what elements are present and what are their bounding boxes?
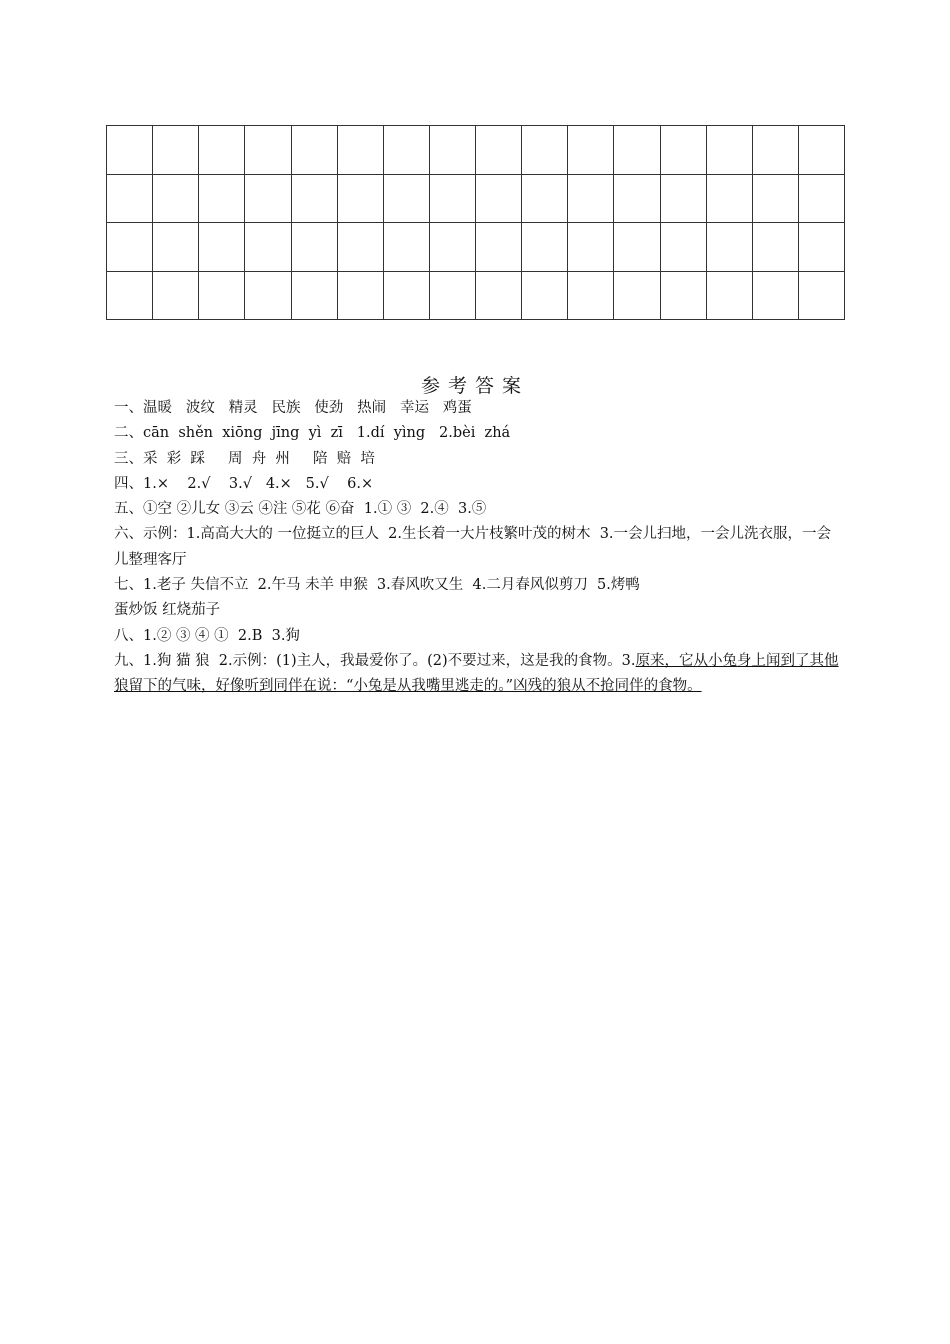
- grid-cell: [107, 126, 153, 175]
- grid-cell: [614, 271, 660, 320]
- grid-cell: [752, 271, 798, 320]
- grid-cell: [291, 223, 337, 272]
- grid-row: [107, 126, 845, 175]
- grid-cell: [476, 126, 522, 175]
- grid-cell: [798, 174, 844, 223]
- grid-cell: [245, 126, 291, 175]
- grid-cell: [476, 223, 522, 272]
- grid-cell: [199, 223, 245, 272]
- grid-cell: [660, 126, 706, 175]
- grid-cell: [476, 271, 522, 320]
- grid-cell: [660, 223, 706, 272]
- grid-cell: [153, 126, 199, 175]
- grid-cell: [245, 174, 291, 223]
- grid-cell: [429, 126, 475, 175]
- grid-cell: [568, 223, 614, 272]
- grid-cell: [429, 271, 475, 320]
- grid-cell: [337, 271, 383, 320]
- grid-cell: [568, 271, 614, 320]
- grid-cell: [752, 223, 798, 272]
- grid-cell: [568, 174, 614, 223]
- grid-cell: [245, 223, 291, 272]
- grid-cell: [522, 271, 568, 320]
- grid-cell: [199, 174, 245, 223]
- grid-cell: [337, 174, 383, 223]
- grid-cell: [107, 223, 153, 272]
- grid-cell: [337, 223, 383, 272]
- answer-list: [114, 396, 840, 700]
- grid-cell: [476, 174, 522, 223]
- grid-cell: [291, 271, 337, 320]
- answer-3: 三、采 彩 踩 周 舟 州 陪 赔 培: [114, 450, 375, 467]
- grid-cell: [568, 126, 614, 175]
- answer-4: 四、1.× 2.√ 3.√ 4.× 5.√ 6.×: [114, 475, 374, 492]
- writing-grid: [106, 125, 845, 320]
- grid-cell: [706, 223, 752, 272]
- answer-9-underlined-text: 原来，它从小兔身上闻到了其他狼留下的气味，好像听到同伴在说：“小兔是从我嘴里逃走的。”凶残的狼从不抢同伴的食物。: [114, 652, 839, 695]
- grid-cell: [429, 223, 475, 272]
- grid-cell: [706, 126, 752, 175]
- grid-cell: [383, 174, 429, 223]
- grid-cell: [383, 223, 429, 272]
- grid-cell: [614, 223, 660, 272]
- grid-cell: [291, 174, 337, 223]
- answer-6: 六、示例：1.高高大大的 一位挺立的巨人 2.生长着一大片枝繁叶茂的树木 3.一会儿扫地，一会儿洗衣服，一会儿整理客厅: [114, 526, 832, 568]
- grid-cell: [798, 271, 844, 320]
- answer-8: 八、1.② ③ ④ ① 2.B 3.狗: [114, 627, 300, 644]
- grid-cell: [245, 271, 291, 320]
- grid-cell: [199, 126, 245, 175]
- grid-cell: [752, 126, 798, 175]
- grid-cell: [660, 271, 706, 320]
- answer-2: 二、cān shěn xiōng jīng yì zī 1.dí yìng 2.bèi zhá: [114, 425, 511, 442]
- grid-cell: [383, 271, 429, 320]
- grid-cell: [383, 126, 429, 175]
- grid-cell: [153, 271, 199, 320]
- grid-cell: [522, 126, 568, 175]
- grid-cell: [199, 271, 245, 320]
- grid-cell: [522, 174, 568, 223]
- answer-9: [114, 649, 840, 700]
- grid-row: [107, 174, 845, 223]
- grid-row: [107, 271, 845, 320]
- grid-cell: [429, 174, 475, 223]
- answer-1: 一、温暖 波纹 精灵 民族 使劲 热闹 幸运 鸡蛋: [114, 400, 472, 416]
- grid-row: [107, 223, 845, 272]
- grid-cell: [614, 174, 660, 223]
- grid-cell: [291, 126, 337, 175]
- answer-7-continued: 蛋炒饭 红烧茄子: [114, 602, 221, 619]
- page-title: 参考答案: [420, 375, 529, 397]
- grid-cell: [153, 223, 199, 272]
- answer-5: 五、①空 ②儿女 ③云 ④注 ⑤花 ⑥奋 1.① ③ 2.④ 3.⑤: [114, 501, 487, 518]
- answer-7: 七、1.老子 失信不立 2.午马 未羊 申猴 3.春风吹又生 4.二月春风似剪刀 5.烤鸭: [114, 577, 640, 594]
- grid-cell: [660, 174, 706, 223]
- grid-cell: [706, 174, 752, 223]
- grid-cell: [752, 174, 798, 223]
- grid-cell: [614, 126, 660, 175]
- grid-cell: [107, 271, 153, 320]
- grid-cell: [153, 174, 199, 223]
- grid-cell: [798, 126, 844, 175]
- grid-cell: [798, 223, 844, 272]
- grid-cell: [107, 174, 153, 223]
- grid-cell: [337, 126, 383, 175]
- grid-cell: [706, 271, 752, 320]
- answer-9-text: 九、1.狗 猫 狼 2.示例：(1)主人，我最爱你了。(2)不要过来，这是我的食物。3.: [114, 652, 636, 669]
- grid-cell: [522, 223, 568, 272]
